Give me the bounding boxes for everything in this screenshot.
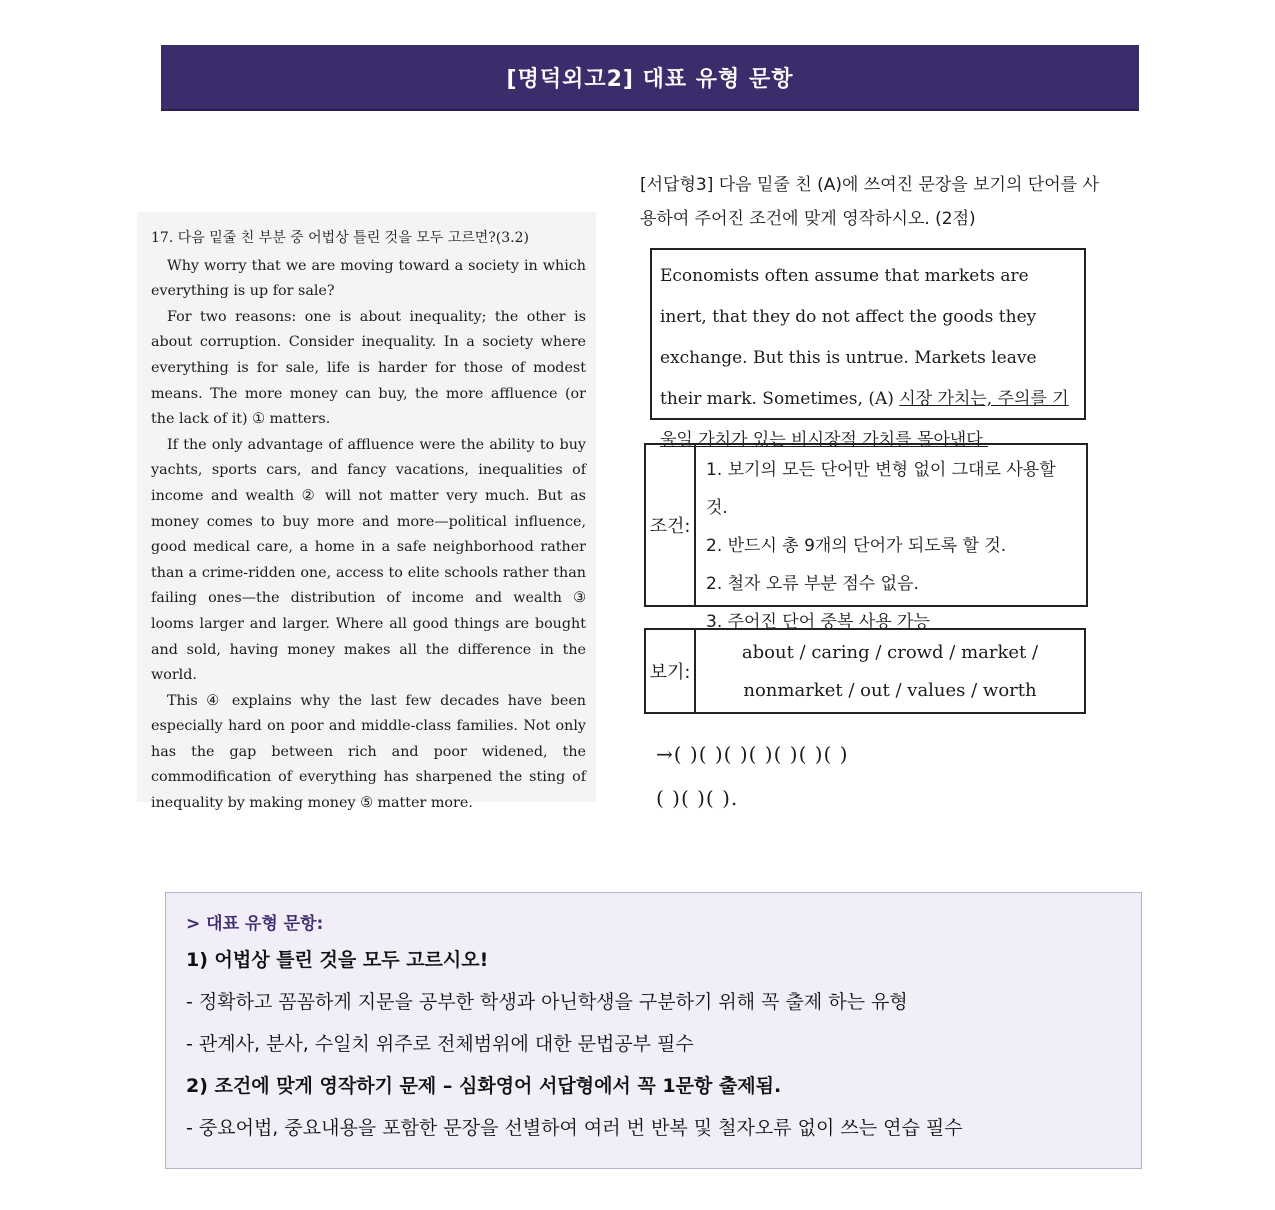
writing-passage-box bbox=[650, 248, 1086, 450]
conditions-list bbox=[696, 445, 1086, 632]
conditions-label: 조건: bbox=[646, 445, 696, 605]
passage-paragraph: Why worry that we are moving toward a society in which everything is up for sale? bbox=[151, 257, 586, 300]
summary-item-detail: - 관계사, 분사, 수일치 위주로 전체범위에 대한 문법공부 필수 bbox=[186, 1033, 694, 1055]
summary-title: > 대표 유형 문항: bbox=[186, 914, 324, 934]
summary-panel bbox=[165, 892, 1142, 1169]
word-bank-line: about / caring / crowd / market / bbox=[741, 642, 1039, 663]
writing-question-heading: [서답형3] 다음 밑줄 친 (A)에 쓰여진 문장을 보기의 단어를 사용하여 주어진 조건에 맞게 영작하시오. (2점) bbox=[640, 175, 1099, 229]
condition-item: 2. 철자 오류 부분 점수 없음. bbox=[706, 574, 919, 594]
grammar-question-scan bbox=[137, 212, 596, 812]
summary-item-detail: - 중요어법, 중요내용을 포함한 문장을 선별하여 여러 번 반복 및 철자오류 없이 쓰는 연습 필수 bbox=[186, 1117, 963, 1139]
page-banner bbox=[161, 45, 1139, 111]
passage-paragraph: For two reasons: one is about inequality; the other is about corruption. Consider inequality. In a society where everything is for sale, life is harder for those of modest means. The more money can buy, the more affluence (or the lack of it) ① matters. bbox=[151, 308, 586, 428]
condition-item: 2. 반드시 총 9개의 단어가 되도록 할 것. bbox=[706, 536, 1007, 556]
answer-blanks bbox=[656, 732, 1056, 820]
answer-blank-line: ( )( )( ). bbox=[656, 786, 739, 810]
word-bank-words bbox=[696, 630, 1084, 712]
summary-item-title: 2) 조건에 맞게 영작하기 문제 – 심화영어 서답형에서 꼭 1문항 출제됨. bbox=[186, 1075, 782, 1097]
writing-question-scan bbox=[636, 160, 1102, 840]
passage-paragraph: This ④ explains why the last few decades have been especially hard on poor and middle-class families. Not only has the gap between rich and poor widened, the commodification of everything has sharpened the sting of inequality by making money ⑤ matter more. bbox=[151, 692, 586, 812]
question-stem: 17. 다음 밑줄 친 부분 중 어법상 틀린 것을 모두 고르면?(3.2) bbox=[151, 230, 529, 246]
condition-item: 1. 보기의 모든 단어만 변형 없이 그대로 사용할 것. bbox=[706, 460, 1056, 518]
summary-item-title: 1) 어법상 틀린 것을 모두 고르시오! bbox=[186, 949, 489, 971]
passage-text: Economists often assume that markets are inert, that they do not affect the goods they exchange. But this is untrue. Markets leave their mark. Sometimes, (A) bbox=[660, 266, 1037, 409]
summary-item-detail: - 정확하고 꼼꼼하게 지문을 공부한 학생과 아닌학생을 구분하기 위해 꼭 출제 하는 유형 bbox=[186, 991, 908, 1013]
word-bank-line: nonmarket / out / values / worth bbox=[743, 680, 1037, 701]
passage-paragraph: If the only advantage of affluence were the ability to buy yachts, sports cars, and fancy vacations, inequalities of income and wealth ② will not matter very much. But as money comes to buy more and more—political influence, good medical care, a home in a safe neighborhood rather than a crime-ridden one, access to elite schools rather than failing ones—the distribution of income and wealth ③ looms larger and larger. Where all good things are bought and sold, having money makes all the difference in the world. bbox=[151, 436, 586, 684]
banner-title: [명덕외고2] 대표 유형 문항 bbox=[506, 66, 794, 92]
passage-underlined-a: 시장 가치는, 주의를 기울일 가치가 있는 비시장적 가치를 몰아낸다. bbox=[660, 389, 1069, 450]
answer-blank-line: →( )( )( )( )( )( )( ) bbox=[656, 742, 849, 766]
condition-item: 3. 주어진 단어 중복 사용 가능 bbox=[706, 612, 930, 632]
conditions-table bbox=[644, 443, 1088, 632]
word-bank-box bbox=[644, 628, 1086, 714]
word-bank-label: 보기: bbox=[646, 630, 696, 712]
